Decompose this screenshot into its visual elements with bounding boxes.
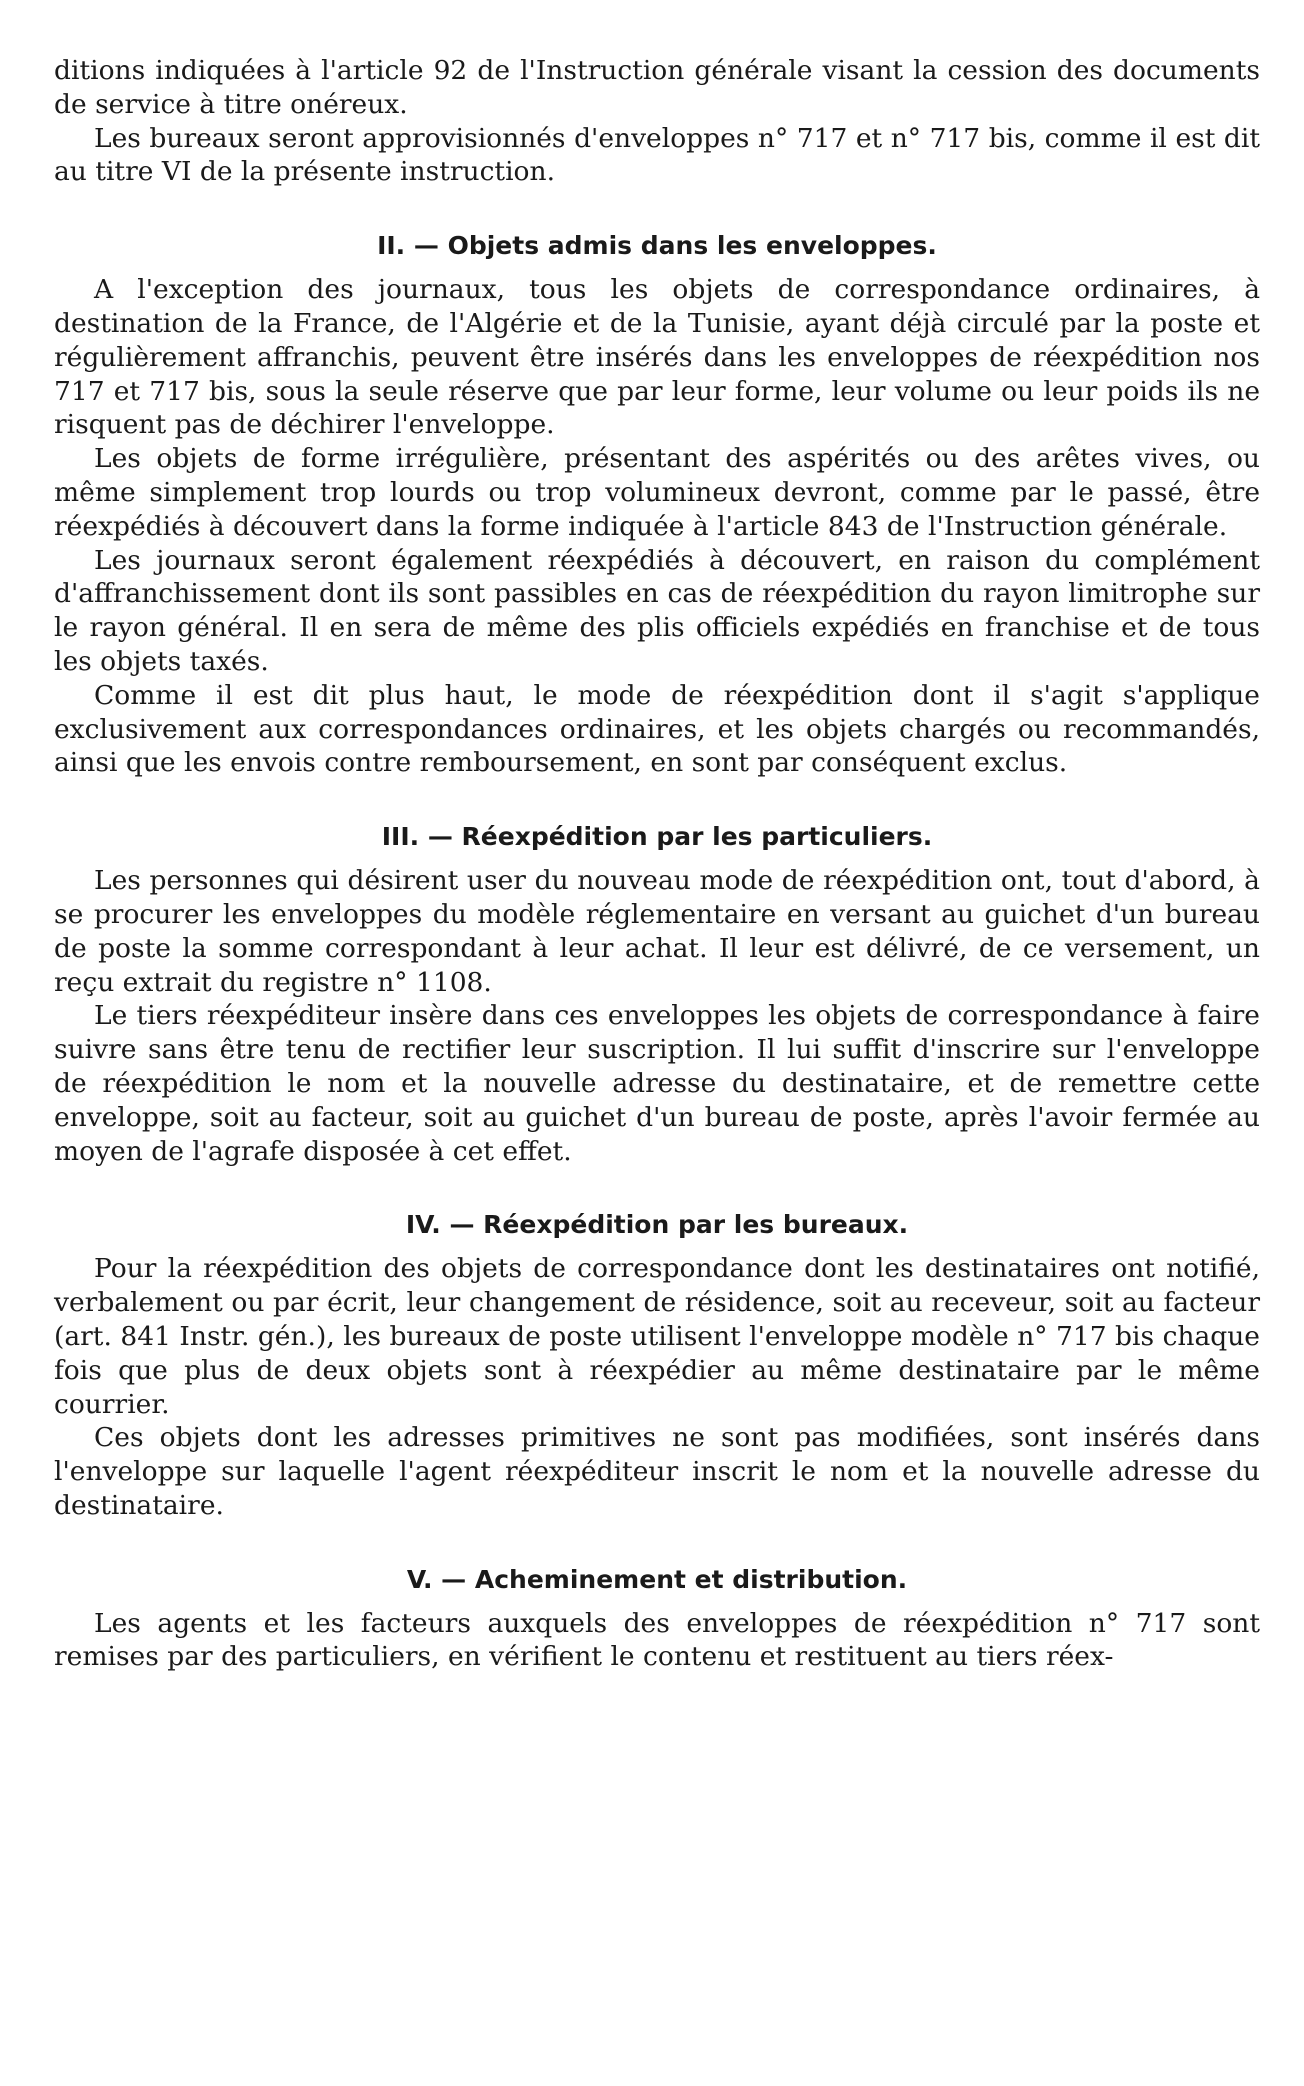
section-4-paragraph-2: Ces objets dont les adresses primitives ne sont pas modifiées, sont insérés dans l'enveloppe sur laquelle l'agent réexpéditeur inscrit le nom et la nouvelle adresse du destinataire. xyxy=(54,1422,1260,1521)
section-2-heading: II. — Objets admis dans les enveloppes. xyxy=(377,231,937,261)
section-5-paragraph-1: Les agents et les facteurs auxquels des enveloppes de réexpédition n° 717 sont remises par des particuliers, en vérifient le contenu et restituent au tiers réex- xyxy=(54,1607,1260,1673)
section-2-paragraph-4: Comme il est dit plus haut, le mode de réexpédition dont il s'agit s'applique exclusivement aux correspondances ordinaires, et les objets chargés ou recommandés, ainsi que les envois contre remboursement, en sont par conséquent exclus. xyxy=(54,679,1260,779)
section-3-paragraph-2: Le tiers réexpéditeur insère dans ces enveloppes les objets de correspondance à faire suivre sans être tenu de rectifier leur suscription. Il lui suffit d'inscrire sur l'enveloppe de réexpédition le nom et la nouvelle adresse du destinataire, et de remettre cette enveloppe, soit au facteur, soit au guichet d'un bureau de poste, après l'avoir fermée au moyen de l'agrafe disposée à cet effet. xyxy=(54,1000,1260,1167)
section-4-heading: IV. — Réexpédition par les bureaux. xyxy=(405,1210,909,1240)
intro-paragraph-1: ditions indiquées à l'article 92 de l'Instruction générale visant la cession des documents de service à titre onéreux. xyxy=(54,55,1260,120)
section-2-paragraph-1: A l'exception des journaux, tous les objets de correspondance ordinaires, à destination de la France, de l'Algérie et de la Tunisie, ayant déjà circulé par la poste et régulièrement affranchis, peuvent être insérés dans les enveloppes de réexpédition nos 717 et 717 bis, sous la seule réserve que par leur forme, leur volume ou leur poids ils ne risquent pas de déchirer l'enveloppe. xyxy=(54,274,1260,441)
section-3-paragraph-1: Les personnes qui désirent user du nouveau mode de réexpédition ont, tout d'abord, à se procurer les enveloppes du modèle réglementaire en versant au guichet d'un bureau de poste la somme correspondant à leur achat. Il leur est délivré, de ce versement, un reçu extrait du registre n° 1108. xyxy=(54,865,1260,998)
intro-paragraph-2: Les bureaux seront approvisionnés d'enveloppes n° 717 et n° 717 bis, comme il est dit au titre VI de la présente instruction. xyxy=(54,122,1260,188)
section-2-paragraph-3: Les journaux seront également réexpédiés à découvert, en raison du complément d'affranchissement dont ils sont passibles en cas de réexpédition du rayon limitrophe sur le rayon général. Il en sera de même des plis officiels expédiés en franchise et de tous les objets taxés. xyxy=(54,544,1260,677)
section-4-paragraph-1: Pour la réexpédition des objets de correspondance dont les destinataires ont notifié, verbalement ou par écrit, leur changement de résidence, soit au receveur, soit au facteur (art. 841 Instr. gén.), les bureaux de poste utilisent l'enveloppe modèle n° 717 bis chaque fois que plus de deux objets sont à réexpédier au même destinataire par le même courrier. xyxy=(54,1253,1260,1420)
section-5-heading: V. — Acheminement et distribution. xyxy=(406,1564,908,1594)
section-2-paragraph-2: Les objets de forme irrégulière, présentant des aspérités ou des arêtes vives, ou même simplement trop lourds ou trop volumineux devront, comme par le passé, être réexpédiés à découvert dans la forme indiquée à l'article 843 de l'Instruction générale. xyxy=(54,443,1260,542)
section-3-heading: III. — Réexpédition par les particuliers. xyxy=(381,822,933,852)
